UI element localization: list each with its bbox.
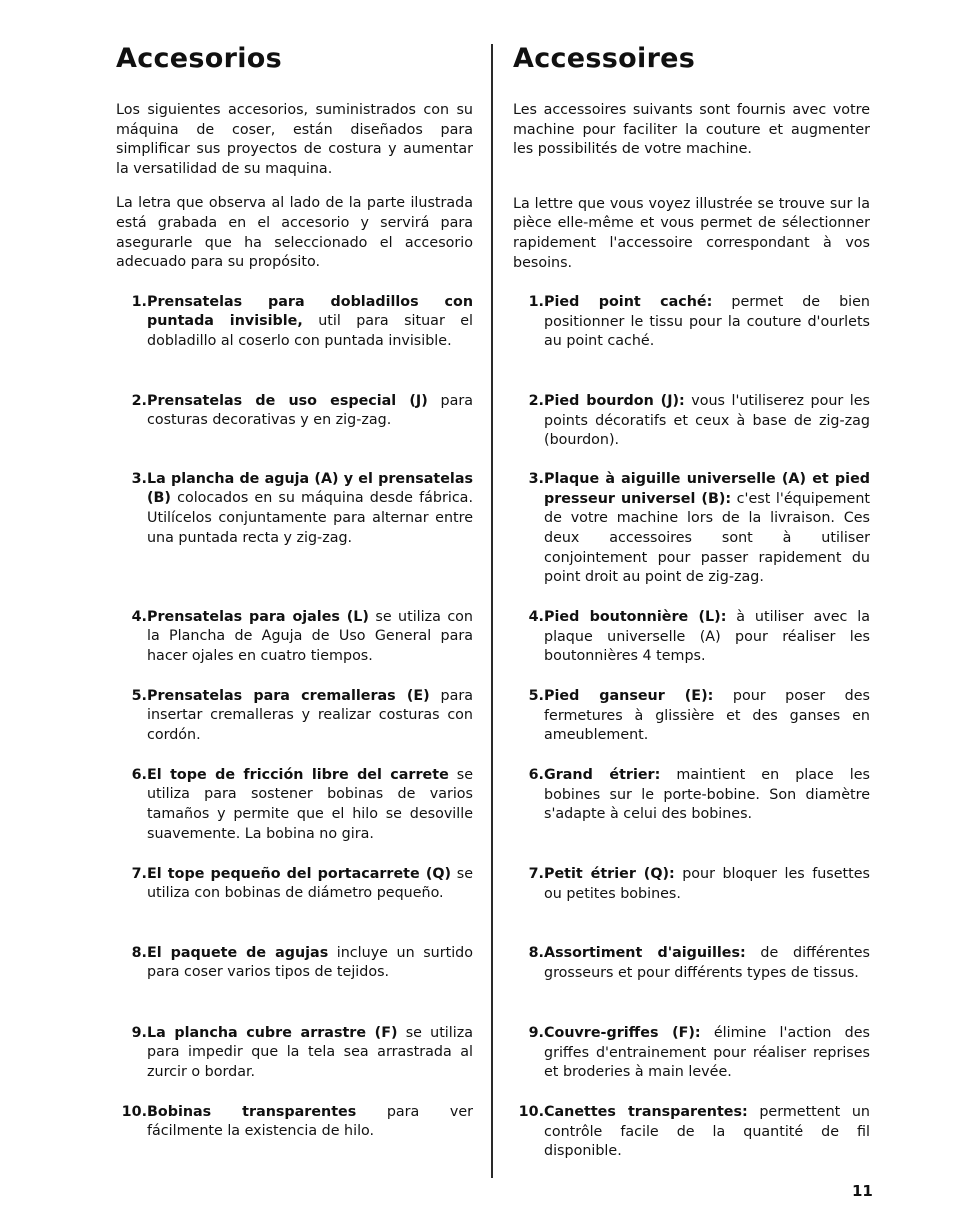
left-item-description: colocados en su máquina desde fábrica. Utilícelos conjuntamente para alternar entre una puntada recta y zig-zag. (147, 490, 473, 546)
left-item-description: para costuras decorativas y en zig-zag. (147, 392, 473, 429)
left-item-name: La plancha de aguja (A) y el prensatelas (B) (147, 470, 473, 507)
left-column (116, 40, 474, 1140)
left-item-number: 3. (131, 470, 147, 487)
right-item-name: Petit étrier (Q): (544, 866, 675, 883)
right-item-description: élimine l'action des griffes d'entrainement pour réaliser reprises et broderies à main levée. (544, 1025, 870, 1081)
right-item-number: 10. (518, 1104, 544, 1121)
right-item-5 (513, 687, 870, 746)
right-item-6 (513, 766, 870, 825)
left-item-9 (116, 1024, 473, 1083)
right-item-number: 6. (528, 767, 544, 784)
right-item-number: 3. (528, 471, 544, 488)
left-item-description: se utiliza con bobinas de diámetro pequeño. (147, 865, 473, 902)
left-item-number: 9. (131, 1024, 147, 1041)
left-item-name: El tope de fricción libre del carrete (147, 766, 449, 783)
left-item-number: 5. (131, 687, 147, 704)
left-title: Accesorios (116, 43, 283, 74)
left-item-3 (116, 470, 473, 548)
right-item-description: c'est l'équipement de votre machine lors de la livraison. Ces deux accessoires sont à utiliser conjointement pour passer rapidement du point droit au point de zig-zag. (544, 490, 870, 586)
right-item-10 (513, 1103, 870, 1162)
left-item-description: para insertar cremalleras y realizar costuras con cordón. (147, 687, 473, 743)
left-item-name: Prensatelas de uso especial (J) (147, 392, 428, 409)
left-item-name: Prensatelas para cremalleras (E) (147, 687, 430, 704)
right-item-name: Plaque à aiguille universelle (A) et pied presseur universel (B): (544, 471, 870, 507)
right-item-description: pour poser des fermetures à glissière et des ganses en ameublement. (544, 688, 870, 744)
right-item-description: pour bloquer les fusettes ou petites bobines. (544, 866, 870, 902)
right-item-number: 2. (528, 393, 544, 410)
right-item-description: de différentes grosseurs et pour différents types de tissus. (544, 945, 870, 981)
left-intro-2: La letra que observa al lado de la parte ilustrada está grabada en el accesorio y servirá para asegurarle que ha seleccionado el accesorio adecuado para su propósito. (116, 195, 473, 271)
right-item-name: Canettes transparentes: (544, 1104, 748, 1121)
left-item-description: se utiliza para impedir que la tela sea arrastrada al zurcir o bordar. (147, 1024, 473, 1080)
left-item-7 (116, 865, 473, 904)
right-item-number: 9. (528, 1025, 544, 1042)
left-item-name: Prensatelas para dobladillos con puntada invisible, (147, 293, 473, 330)
right-title: Accessoires (513, 43, 696, 74)
right-item-number: 8. (528, 945, 544, 962)
page-number: 11 (852, 1182, 873, 1200)
right-item-description: à utiliser avec la plaque universelle (A) pour réaliser les boutonnières 4 temps. (544, 609, 870, 665)
right-item-number: 1. (528, 294, 544, 311)
left-item-name: Prensatelas para ojales (L) (147, 608, 369, 625)
left-item-4 (116, 608, 473, 667)
right-item-number: 5. (528, 688, 544, 705)
right-item-description: maintient en place les bobines sur le porte-bobine. Son diamètre s'adapte à celui des bobines. (544, 767, 870, 823)
right-item-1 (513, 293, 870, 352)
left-item-10 (116, 1103, 473, 1142)
right-item-7 (513, 865, 870, 904)
left-intro-1: Los siguientes accesorios, suministrados con su máquina de coser, están diseñados para simplificar sus proyectos de costura y aumentar la versatilidad de su maquina. (116, 102, 473, 177)
right-item-description: vous l'utiliserez pour les points décoratifs et ceux à base de zig-zag (bourdon). (544, 393, 871, 449)
left-item-name: El paquete de agujas (147, 944, 329, 961)
right-item-description: permet de bien positionner le tissu pour la couture d'ourlets au point caché. (544, 294, 870, 350)
right-item-number: 7. (528, 866, 544, 883)
left-item-number: 8. (131, 944, 147, 961)
right-intro-2: La lettre que vous voyez illustrée se trouve sur la pièce elle-même et vous permet de sélectionner rapidement l'accessoire correspondant à vos besoins. (513, 195, 870, 271)
left-item-number: 2. (131, 392, 147, 409)
left-item-name: Bobinas transparentes (147, 1103, 357, 1120)
right-column (513, 40, 871, 1160)
right-item-description: permettent un contrôle facile de la quantité de fil disponible. (544, 1104, 870, 1160)
left-item-1 (116, 293, 473, 352)
left-item-number: 6. (131, 766, 147, 783)
right-item-name: Pied boutonnière (L): (544, 609, 727, 626)
right-item-4 (513, 608, 870, 667)
left-item-name: El tope pequeño del portacarrete (Q) (147, 865, 452, 882)
left-item-8 (116, 944, 473, 983)
left-item-2 (116, 392, 473, 431)
right-item-name: Pied point caché: (544, 294, 713, 311)
left-item-6 (116, 766, 473, 844)
right-item-name: Assortiment d'aiguilles: (544, 945, 746, 962)
left-item-description: util para situar el dobladillo al coserlo con puntada invisible. (147, 313, 474, 349)
left-item-number: 4. (131, 608, 147, 625)
right-item-3 (513, 470, 870, 588)
left-item-description: se utiliza con la Plancha de Aguja de Uso General para hacer ojales en cuatro tiempos. (147, 608, 473, 664)
right-item-name: Pied bourdon (J): (544, 393, 685, 410)
right-item-number: 4. (528, 609, 544, 626)
left-item-description: se utiliza para sostener bobinas de varios tamaños y permite que el hilo se desoville suavemente. La bobina no gira. (147, 766, 473, 842)
column-divider (491, 44, 493, 1178)
right-item-name: Pied ganseur (E): (544, 688, 714, 705)
left-item-number: 1. (131, 293, 147, 310)
left-item-description: para ver fácilmente la existencia de hilo. (147, 1103, 473, 1140)
left-item-description: incluye un surtido para coser varios tipos de tejidos. (147, 944, 473, 981)
right-item-name: Couvre-griffes (F): (544, 1025, 701, 1042)
right-item-8 (513, 944, 870, 983)
left-item-5 (116, 687, 473, 746)
left-item-number: 10. (121, 1103, 147, 1120)
right-item-name: Grand étrier: (544, 767, 661, 784)
left-item-name: La plancha cubre arrastre (F) (147, 1024, 398, 1041)
left-item-number: 7. (131, 865, 147, 882)
right-item-2 (513, 392, 870, 451)
right-item-9 (513, 1024, 870, 1083)
right-intro-1: Les accessoires suivants sont fournis avec votre machine pour faciliter la couture et augmenter les possibilités de votre machine. (513, 102, 870, 158)
